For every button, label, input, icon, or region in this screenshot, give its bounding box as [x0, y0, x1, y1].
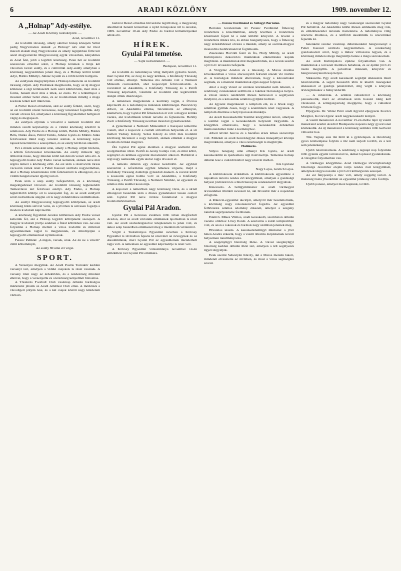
- paragraph: Ujabb letartóztatások. A rendőrség a tegnapi nap folyamán több gyanús egyént tartóztatott le, akiket lopással gyanúsítanak. A vizsgálat folyamatban van.: [301, 147, 391, 160]
- paragraph: Esküvő. Mikes Vilmos, aradi kereskedő, szombaton délután vezette oltárhoz Lőwy Ilonát. A szertartás a zsidó templomban volt, és azon a rokonok és barátok nagy számban jelentek meg.: [204, 214, 294, 227]
- paragraph: A kisbirtokosok érdekében. A kisbirtokosok egyesülete a napokban tartotta rendes évi közgyűlését, amelyen a gazdasági helyzet javításáról és a hitelviszonyok rendezéséről tárgyaltak.: [204, 172, 294, 185]
- paragraph: Az Aradi Kereskedelmi Testület közgyűlést tartott, amelyen a testület tagjai a kereskedelem helyzetét tárgyalták. A közgyűlés elhatározta, hogy a kereskedők érdekében memorandumot intéz a kormányhoz.: [204, 114, 294, 131]
- paragraph: A vármegye közgyűlése. Arad vármegye törvényhatósági bizottsága december elején tartja rendes őszi közgyűlését, amelynek tárgysorozatán a jövő évi költségvetés szerepel.: [301, 160, 391, 173]
- column-4: [301, 21, 391, 566]
- paragraph: Az estélyen eljöttek a városból a nemzeti irodalmi élet minden rendű képviselője és a vidéki közönség köréből is számosan. Ady Endre és a Holnap költői, Babits Mihály, Balázs Béla, Dutka Ákos, Emőd Tamás, Juhász Gyula és Miklós Jutka felolvasásai mind nagy tetszést arattak. A közönség zajos tapssal köszöntötte a szereplőket, és az estély kiválóan sikerült.: [10, 120, 100, 145]
- paragraph: Az estélynek megnyitójában a Holnap ismertette az irodalmi társaság céljait. Ady Endrének megmondta, hogy az új magyar költészet a régi költészettől nem azért különbözik, mert más a forma, hanem mert más a lélek, az érzés. Ez a lelkiállapot a mostani ember belső élete, és az irodalomnak mindig a maga korának lelkét kell tükröznie.: [10, 78, 100, 103]
- paragraph: A közönség figyelmét Aradon különösen Ady Endre versei keltették fel, aki a Holnap legjobb költőjeként szerepelt. A magyar irodalom jövője ezekben a fiatal költőkben van. Az este folyamán a Holnap mellett a város irodalmi és művészi egyesületeinek tagjai is megjelentek, és mindnyájan a legnagyobb elismeréssel nyilatkoztak.: [10, 212, 100, 237]
- paragraph: A Fuller Rezső előadásán, akit az estély felkért, azért, hogy az est irodalmi részét bevezesse, nagy tetszéssel fogadták. Ady verseit olvasta fel, amelyeket a közönség figyelemmel hallgatott végig és megtapsolt.: [10, 103, 100, 120]
- paragraph: Az aradi Kultúrpalota építése folyamatban van. A munkálatok a tervezett ütemben haladnak, és az épület jövő év őszén megnyílik. A palotában múzeum, könyvtár és hangversenyterem kap helyet.: [301, 58, 391, 76]
- signature: Kis Gyulané: [276, 162, 294, 167]
- paragraph: Súlyos betegség után elhunyt Kis Gyula, az aradi kereskedelmi és iparkamara régi tisztviselője. Temetése holnap délután lesz a családi házból nagy részvét mellett.: [204, 149, 294, 162]
- paragraph: A szegényügyi bizottság ülése. A városi szegényügyi bizottság kedden délután ülést tart, amelyen a téli segélyezés ügyét tárgyalják.: [204, 240, 294, 253]
- paragraph: A Vízgyász Aradon és a lakosság. A Maros áradása következtében a város alacsonyabb fekvésű részeit víz öntötte el. A hatóságok mindent elkövetnek, hogy a károsultakat segítsék, és a mentési munkálatok éjjel-nappal folynak.: [204, 68, 294, 85]
- column-2: [107, 21, 197, 566]
- paragraph: Ahol a nagy vízzel az utcákon közlekedni nem lehetett, a rendőrség csónakokkal szállította a lakókat biztonságos helyre. A városi tanács rendkívüli ülésen határozott a segélyezés módjáról, és a károsultak számára gyűjtést indított.: [204, 84, 294, 102]
- article-heading-gyulai-arad: Gyulai Pál Aradon.: [123, 204, 181, 213]
- paragraph: — A ruhatárak. A színház ruhatáráról a közönség panaszkodik, mert az előadások után hosszú ideig kell várakozni. A színigazgatóság megígérte, hogy a ruhatárat bővíteni fogja.: [301, 92, 391, 109]
- paragraph: Eljegyzés. Dr. Weisz Ernő aradi ügyvéd eljegyezte Kovács Margitot, Kovács Ignác aradi nagykereskedő leányát.: [301, 109, 391, 118]
- paragraph: A Rákóczi-egyesület akcióját, amelyről már beszámoltunk, a közönség nagy rokonszenvvel fogadta. Az egyesület felhívására számos adomány érkezett, amelyet a szegény tanulók segélyezésére fordítanak.: [204, 197, 294, 215]
- paragraph: Sikkasztás. Egy aradi kereskedő segédjét sikkasztás miatt letartóztatták. A segéd hosszabb időn át kisebb összegeket sikkasztott el gazdája pénztárából, míg végül a könyvek átvizsgálásakor a hiány kiderült.: [301, 75, 391, 92]
- paragraph: Hivatalos utazás. A kereskedelemügyi miniszter a jövő héten Aradra érkezik, hogy a vasúti állomás átépítésének terveit helyszínen tanulmányozza.: [204, 227, 294, 240]
- article-heading-ferdinand: — Ferenc Ferdinánd és Szilágyi Bertalan.: [217, 21, 281, 25]
- newspaper-title: ARADI KÖZLÖNY: [137, 6, 208, 14]
- paragraph: Ezt a másik szónoklat után, amely a Holnap céljait hirdette, a költők felolvasásai következtek. Az estély műsorát úgy állították össze, hogy minden költő két-három versét adta elő. A legnagyobb hatást Ady Endre versei keltették, akinek neve már régóta ismert a közönség előtt. Az est után a résztvevők társas vacsorán vettek részt a Fehér Kereszt szálloda nagytermében, ahol a Holnap köszöntésére több felköszöntő is elhangzott, és a vidám hangulat késő éjjelig tartott.: [10, 145, 100, 179]
- article-subheading: — Saját tudósítónktól. —: [134, 59, 170, 64]
- article-closing: Az estély 80 után ért véget.: [35, 246, 75, 251]
- paragraph: Gulácsi Dezső előadása hírverésbe legállt meg, a magyarság alkalmával hetenti körzetben a nyári hónapokon túl is Aradon, 1909. november 10-én Ady Endre és barátai költeményeiket adták elő.: [107, 21, 197, 38]
- paragraph: Az est fénypontja a tánc volt, amely reggelig tartott. A mulatság tiszta jövedelmét az egyesület jótékony célra fordítja.: [301, 173, 391, 182]
- section-heading-hirek: HÍREK.: [133, 40, 171, 50]
- paragraph: Bertalan levelezőnek írt Ferenc Ferdinánd főherceg trónörökös a közelmúltban, amely levélben a trónörökös köszönetét fejezi ki a neki küldött könyvért. A levelet a trónörökös titkára írta, és abban hangsúlyozza, hogy a főherceg nagy érdeklődéssel olvasta a munkát, amely az osztrák-magyar monarchia hadtörténetével foglalkozik.: [204, 26, 294, 51]
- signature-sub: Nagy Lajos, Grulich Lajos.: [255, 167, 294, 172]
- paragraph: és a magyar tudomány nagy veszteséget szenvedett Gyulai Pál halálával. Az Akadémia külön ülésen emlékezik meg róla, és emlékbeszédet tartanak tiszteletére. A tudományos világ részvéte általános, és a külföldi akadémiák is részvétüket fejezték ki.: [301, 21, 391, 42]
- paragraph: Zsuzsanna Horváth festő és fia, Hódy Mihály, az aradi Kultúrpalota dekorációs munkáinak elkészítésére kaptak megbízást. A munkálatok már megkezdődtek, és a tervek szerint a jövő év tavaszára befejezik.: [204, 51, 294, 68]
- paragraph: A temetés délután egy órakor kezdődött. Az egyházi szertartást a református egyház lelkésze végezte, majd a Kisfaludy Társaság dalárdája gyászdalt énekelt. A ravatal körül a koszorúk egész halma volt: az Akadémia, a Kisfaludy Társaság, a Petőfi Társaság, a Nemzeti Színház, az egyetem és számos más testület koszorúja.: [107, 161, 197, 187]
- paragraph: A vasúti menetrend. A november 15-én életbe lépő új vasúti menetrend szerint Aradról Budapestre naponta négy gyorsvonat közlekedik. Az új menetrend a közönség számára több kedvező változást hoz.: [301, 118, 391, 135]
- paragraph: A koporsót a temetőben nagy közönség várta, és a sírnál elhangzott beszédek után a díszes gyászkíséret lassan oszlott szét. Gyulai Pál neve örökre fennmarad a magyar irodalomtörténetben.: [107, 186, 197, 203]
- section-heading-sport: SPORT.: [36, 253, 74, 263]
- paragraph: Ezek szerint Sebestyén Károly, aki a Maros mentén lakott, mindenét elvesztette az árvízben, és most a város segítségére szorul.: [204, 253, 294, 266]
- issue-date: 1909. november 12.: [331, 6, 391, 14]
- paragraph: Az estélyt Magyarország legnagyobb költőjének, az aradi közönség hálás szívvel vette, és a jövőben is szívesen fogadja a modern irodalom képviselőit.: [10, 199, 100, 212]
- paragraph: Ezek után a szép estély befejeződött, és a közönség megelégedéssel távozott. Az irodalmi társaság legközelebb Temesváron tart felolvasó estélyt. Ady Endre, a Holnap legkiválóbb költője ott is szerepelni fog, és az aradi estélyről szóló tudósítások alapján ott is nagy érdeklődésre számíthatnak.: [10, 178, 100, 200]
- article-subheading: — Az Aradi Közlöny tudósítójától. —: [28, 31, 82, 35]
- paragraph: A Kölcsey Egyesület választmánya november 14-én emlékülést tart Gyulai Pál emlékére.: [107, 246, 197, 255]
- article-heading-gyulai: Gyulai Pál temetése.: [121, 50, 183, 59]
- paragraph: Végül a Tudományos Egyesület nevében a Kölcsey Egyesület is táviratban fejezte ki részvétét az özvegynek és az Akadémiának, mert Gyulai Pál az egyesületnek tiszteletbeli tagja volt. A temetésen az egyesület képviselője is részt vett.: [107, 229, 197, 247]
- article-heading-halalozas: Halálozás.: [241, 144, 257, 149]
- paragraph: Tűz. Tegnap este tűz ütött ki a gyártelepen. A tűzoltóság gyors közbelépése folytán a tűz nem terjedt tovább, és a kár sem jelentékeny.: [301, 135, 391, 148]
- paragraph: Gyulai Pál a hetvenes években több ízben megfordult Aradon, ahol az aradi vértanúk emlékének ápolásában is részt vett. Az aradi szabadságszobor leleplezésén is jelen volt, és akkor szép beszédben emlékezett meg a tizenhárom vértanúról.: [107, 213, 197, 230]
- paragraph: A gyászmenet a Nemzeti Múzeumtól a Kerepesi temetőbe vonult, ahol a koporsót a családi sírboltban helyezték el. A sír mellett Vadnay Károly, Szász Károly és több más irodalmi kiválóság búcsúzott a nagy halottól, akinek emlékét a magyar irodalom örökké megőrzi.: [107, 123, 197, 145]
- article-dateline: Budapest, november 11.: [163, 64, 197, 69]
- column-3: [204, 21, 294, 566]
- paragraph: Óta Gyulai Pál egész életében a magyar szellemi élet szolgálatában állott. Petőfi és Arany barátja volt, és mint költő, regényíró és kritikus egyaránt maradandót alkotott. Halálával a régi nagy nemzedék egyik utolsó tagja távozott el.: [107, 144, 197, 162]
- article-dateline: Arad, november 11.: [72, 36, 100, 41]
- paragraph: Albert kiváló harcos és a hazafias érzés lelkes szószólója volt. Emlékét az aradi honvédegylet díszes ünnepéllyel kívánja megörökíteni, amelyre a város közönségét is meghívják.: [204, 131, 294, 144]
- page-number: 6: [10, 6, 14, 14]
- paragraph: Az ágyazat megérkezett a templom elé, és a hívek nagy számban gyűltek össze, hogy a szentmisén részt vegyenek. A templom díszítése a helyi iparosok munkája.: [204, 101, 294, 114]
- paragraph: hetenként rendez vasárnap délutánonként hangversenyt a Fehér Kereszt szálloda nagytermében. A rendezőség gondoskodott arról, hogy a műsor változatos legyen, és a közönség minden rétege megtalálja benne a maga szórakozását.: [301, 41, 391, 59]
- quote-intro: Ferenc Pelikán: „Lángok, versek, utak. Az én ne a vérem” című költeményét,: [10, 237, 100, 246]
- paragraph: Ujabb panasz, amelyet most kaptunk, tovább.: [306, 182, 370, 187]
- paragraph: Az irodalmi és tudományos világ mélyebb gyászba borult, mert Gyulai Pál, az öreg és nagy kritikus, a Kisfaludy Társaság volt elnöke, elhunyt. Temetése ma délután volt a Nemzeti Múzeum csarnokából, ahol koporsóját felravatalozták. A ravatalnál az Akadémia, a Kisfaludy Társaság és a Petőfi Társaság képviselői, valamint az irodalmi élet legkiválóbb alakjai álltak díszőrséget.: [107, 69, 197, 99]
- article-heading-holnap: A „Holnap” Ady-estélye.: [18, 22, 92, 30]
- columns: [10, 21, 391, 566]
- page-header: [10, 6, 391, 17]
- column-1: [10, 21, 100, 566]
- paragraph: Az irodalmi társaság, amely október hónap közepén Szilai pedig Nagyváradon alakult „a Holnap” név alatt hé távol maradt alakult meg Nagyváradon és amely legújabban föllé lett azzal magyarázván Magyarország egyik városában, kényelmes és Arad felé, jobb a legtöbb közönség. Ezen hét az irodalmi szerencsés előadást adott, a Holnap körének a lírája két városban tartott estély, és a csütörtöki Ady-estély amelyben a közönség nagyszámban jelent meg, és a Holnap költői közül Adyt, Babits Mihályt, Juhász Gyulát és a többi költőt hallgatta.: [10, 41, 100, 78]
- paragraph: A temetésen megjelentek a kormány tagjai, a főváros képviselői és a tudományos intézetek küldöttségei. Berzeviczy Albert, az Akadémia elnöke, búcsúztatta az elhunytat, kiemelvén, hogy Gyulai Pál félszázadon át volt a magyar kritika vezére, aki irodalmunk ízlését nevelte és fejlesztette. Beöthy Zsolt a Kisfaludy Társaság nevében mondott gyászbeszédet.: [107, 98, 197, 124]
- paragraph: A Törekvés Football Club vasárnap délután barátságos mérkőzést játszik az Aradi Atlétikai Club ellen. A mérkőzés a városligeti pályán lesz, és a két csapat között nagy küzdelem várható.: [10, 280, 100, 297]
- paragraph: A Versenyre megyünk. Az Aradi Postás Tornakör kedden versenyt tart, amelyen a vidéki csapatok is részt vesznek. A verseny iránt nagy az érdeklődés, és a rendezőség mindent elkövet, hogy a versenyzők és a közönség kényelmét biztosítsa.: [10, 263, 100, 280]
- paragraph: Kinevezés. A belügyminiszter az aradi vármegyei árvaszékhez ülnököt nevezett ki, aki hivatalát már a napokban elfoglalta.: [204, 185, 294, 198]
